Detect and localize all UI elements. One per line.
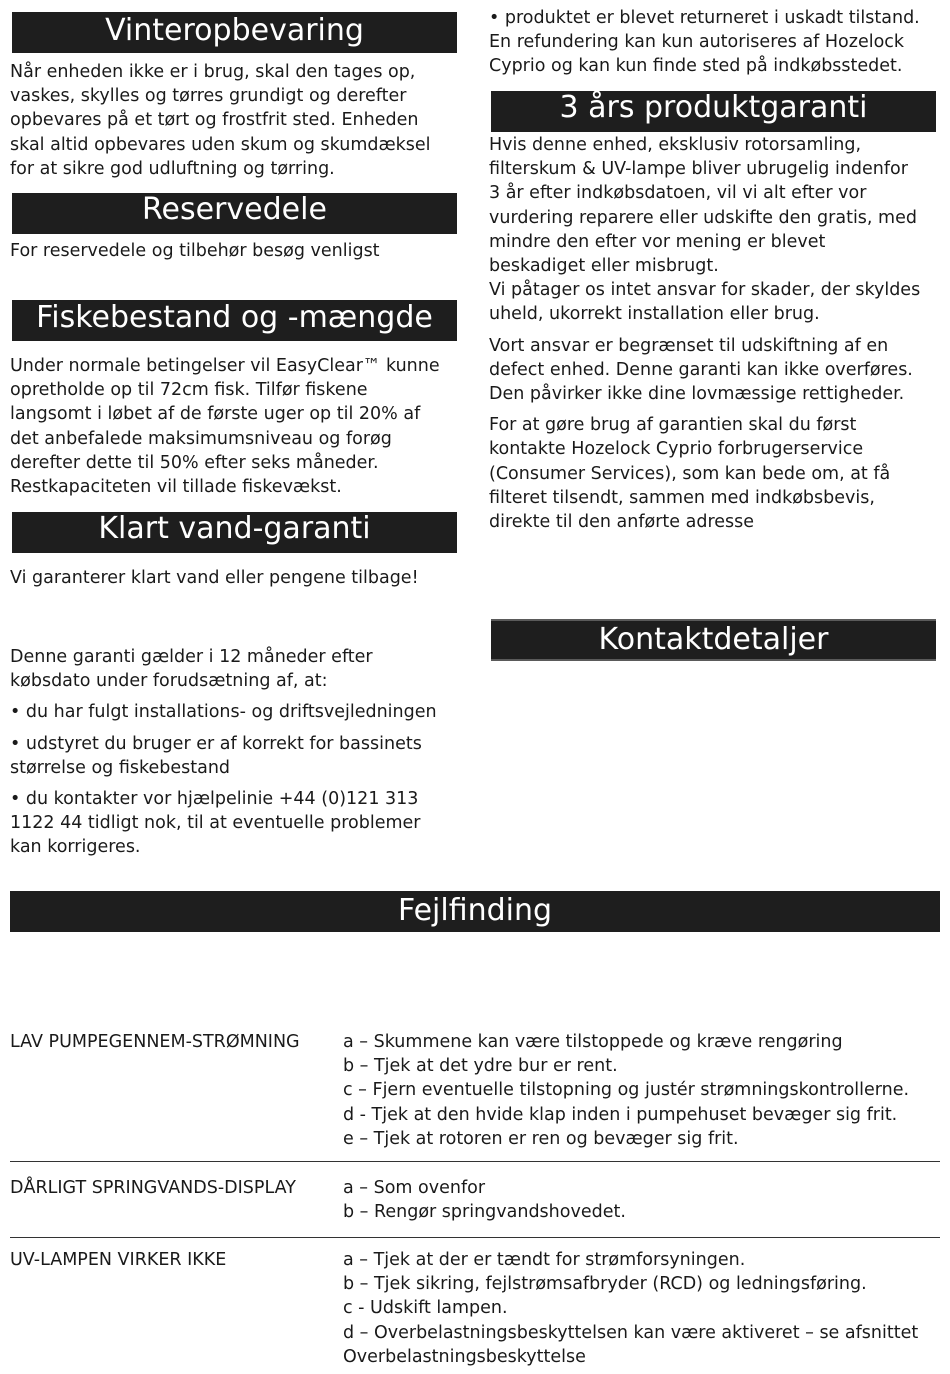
text-line: købsdato under forudsætning af, at: xyxy=(10,671,328,692)
text-line: Vort ansvar er begrænset til udskiftning af en xyxy=(489,335,889,356)
remedy-item: d – Overbelastningsbeskyttelsen kan være aktiveret – se afsnittet xyxy=(343,1322,919,1343)
remedy-item: b – Tjek sikring, fejlstrømsafbryder (RCD) og ledningsføring. xyxy=(343,1274,867,1295)
heading-fejlfinding: Fejlfinding xyxy=(10,891,940,932)
problem-label-uv-lamp: UV-LAMPEN VIRKER IKKE xyxy=(10,1250,227,1270)
remedy-list-uv-lamp xyxy=(343,1248,918,1369)
row-divider xyxy=(10,1161,940,1162)
remedy-item: a – Som ovenfor xyxy=(343,1178,486,1198)
heading-3-aars-produktgaranti: 3 års produktgaranti xyxy=(491,91,936,132)
problem-label-fountain: DÅRLIGT SPRINGVANDS-DISPLAY xyxy=(10,1178,296,1198)
text-line: Denne garanti gælder i 12 måneder efter xyxy=(10,647,373,667)
remedy-list-low-flow xyxy=(343,1030,909,1151)
text-line: Cyprio og kan kun finde sted på indkøbsstedet. xyxy=(489,56,903,77)
text-line: Restkapaciteten vil tillade fiskevækst. xyxy=(10,477,342,498)
remedy-item: c – Fjern eventuelle tilstopning og justér strømningskontrollerne. xyxy=(343,1080,910,1101)
remedy-list-fountain xyxy=(343,1176,626,1224)
text-line: kan korrigeres. xyxy=(10,837,141,858)
text-line: langsomt i løbet af de første uger op til 20% af xyxy=(10,404,421,425)
warranty-text xyxy=(489,133,920,534)
problem-label-low-flow: LAV PUMPEGENNEM-STRØMNING xyxy=(10,1032,300,1052)
text-line: beskadiget eller misbrugt. xyxy=(489,256,719,277)
text-line: For at gøre brug af garantien skal du først xyxy=(489,415,857,436)
fish-stock-text xyxy=(10,354,440,499)
text-line: Den påvirker ikke dine lovmæssige rettigheder. xyxy=(489,384,905,405)
text-line: for at sikre god udluftning og tørring. xyxy=(10,158,335,179)
text-line: Når enheden ikke er i brug, skal den tages op, xyxy=(10,62,416,82)
remedy-item: b – Rengør springvandshovedet. xyxy=(343,1202,626,1223)
bullet-item: • du kontakter vor hjælpelinie +44 (0)121 313 xyxy=(10,789,419,810)
text-line: mindre den efter vor mening er blevet xyxy=(489,231,826,252)
text-line: vurdering reparere eller udskifte den gratis, med xyxy=(489,207,917,228)
text-line: opretholde op til 72cm fisk. Tilfør fiskene xyxy=(10,380,368,401)
remedy-item: b – Tjek at det ydre bur er rent. xyxy=(343,1056,618,1077)
remedy-item: Overbelastningsbeskyttelse xyxy=(343,1346,586,1367)
clear-water-conditions xyxy=(10,645,437,860)
row-divider xyxy=(10,1237,940,1238)
text-line: derefter dette til 50% efter seks måneder. xyxy=(10,452,379,473)
text-line: Vi påtager os intet ansvar for skader, der skyldes xyxy=(489,280,921,301)
remedy-item: c - Udskift lampen. xyxy=(343,1298,508,1319)
text-line: 1122 44 tidligt nok, til at eventuelle problemer xyxy=(10,813,421,834)
text-line: filterskum & UV-lampe bliver ubrugelig indenfor xyxy=(489,159,908,180)
text-line: opbevares på et tørt og frostfrit sted. Enheden xyxy=(10,110,419,131)
text-line: En refundering kan kun autoriseres af Hozelock xyxy=(489,32,905,53)
text-line: skal altid opbevares uden skum og skumdæksel xyxy=(10,134,431,155)
text-line: filteret tilsendt, sammen med indkøbsbevis, xyxy=(489,487,875,508)
bullet-item: • udstyret du bruger er af korrekt for bassinets xyxy=(10,733,422,754)
text-line: vaskes, skylles og tørres grundigt og derefter xyxy=(10,86,407,107)
heading-klart-vand-garanti: Klart vand-garanti xyxy=(12,512,457,553)
bullet-item: • du har fulgt installations- og driftsvejledningen xyxy=(10,702,437,723)
remedy-item: a – Tjek at der er tændt for strømforsyningen. xyxy=(343,1250,746,1270)
refund-text xyxy=(489,6,920,79)
text-line: defect enhed. Denne garanti kan ikke overføres. xyxy=(489,359,913,380)
heading-fiskebestand: Fiskebestand og -mængde xyxy=(12,300,457,341)
heading-vinteropbevaring: Vinteropbevaring xyxy=(12,12,457,53)
text-line: (Consumer Services), som kan bede om, at få xyxy=(489,463,891,484)
text-line: Hvis denne enhed, eksklusiv rotorsamling, xyxy=(489,135,862,155)
winter-storage-text xyxy=(10,60,431,181)
spare-parts-text: For reservedele og tilbehør besøg venligst xyxy=(10,241,380,261)
text-line: det anbefalede maksimumsniveau og forøg xyxy=(10,428,392,449)
text-line: kontakte Hozelock Cyprio forbrugerservice xyxy=(489,439,864,460)
remedy-item: d - Tjek at den hvide klap inden i pumpehuset bevæger sig frit. xyxy=(343,1104,898,1125)
text-line: uheld, ukorrekt installation eller brug. xyxy=(489,304,820,325)
heading-reservedele: Reservedele xyxy=(12,193,457,234)
text-line: 3 år efter indkøbsdatoen, vil vi alt efter vor xyxy=(489,183,867,204)
text-line: størrelse og fiskebestand xyxy=(10,757,231,778)
clear-water-intro: Vi garanterer klart vand eller pengene tilbage! xyxy=(10,568,419,588)
text-line: • produktet er blevet returneret i uskadt tilstand. xyxy=(489,8,920,28)
heading-kontaktdetaljer: Kontaktdetaljer xyxy=(491,619,936,661)
remedy-item: a – Skummene kan være tilstoppede og kræve rengøring xyxy=(343,1032,843,1052)
text-line: Under normale betingelser vil EasyClear™ kunne xyxy=(10,356,440,376)
remedy-item: e – Tjek at rotoren er ren og bevæger sig frit. xyxy=(343,1128,739,1149)
text-line: direkte til den anførte adresse xyxy=(489,512,755,533)
